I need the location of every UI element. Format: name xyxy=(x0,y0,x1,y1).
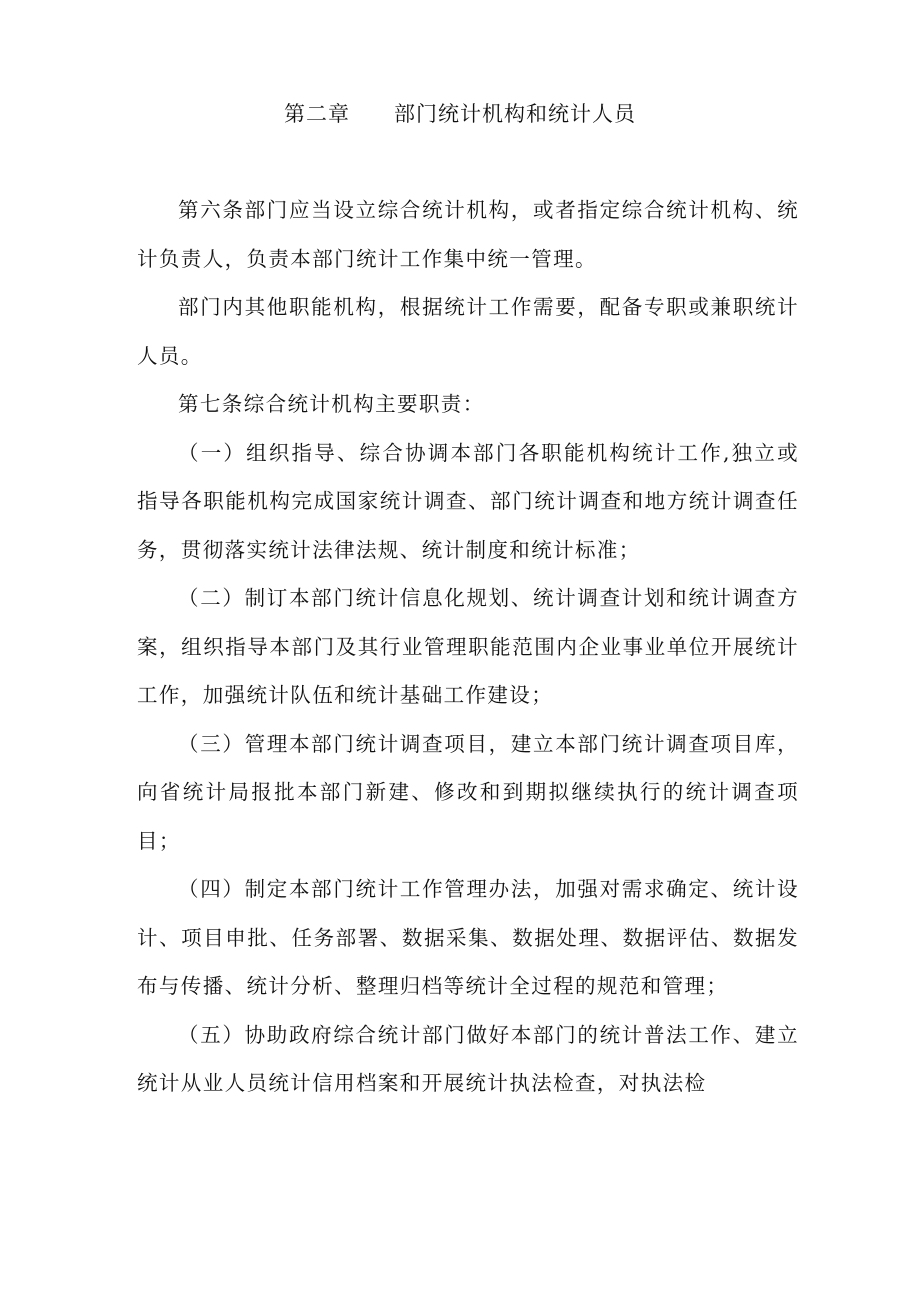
paragraph-article-6-staff: 部门内其他职能机构，根据统计工作需要，配备专职或兼职统计人员。 xyxy=(137,295,799,368)
paragraph-duty-5: （五）协助政府综合统计部门做好本部门的统计普法工作、建立统计从业人员统计信用档案和开展统计执法检查，对执法检 xyxy=(137,1022,799,1095)
paragraph-duty-2: （二）制订本部门统计信息化规划、统计调查计划和统计调查方案，组织指导本部门及其行业管理职能范围内企业事业单位开展统计工作，加强统计队伍和统计基础工作建设； xyxy=(137,586,799,707)
chapter-title: 第二章 部门统计机构和统计人员 xyxy=(284,102,636,126)
paragraph-article-7: 第七条综合统计机构主要职责： xyxy=(178,392,485,416)
paragraph-duty-4: （四）制定本部门统计工作管理办法，加强对需求确定、统计设计、项目申批、任务部署、数据采集、数据处理、数据评估、数据发布与传播、统计分析、整理归档等统计全过程的规范和管理； xyxy=(137,877,799,998)
paragraph-duty-1: （一）组织指导、综合协调本部门各职能机构统计工作,独立或指导各职能机构完成国家统计调查、部门统计调查和地方统计调查任务，贯彻落实统计法律法规、统计制度和统计标准； xyxy=(137,440,799,562)
document-body xyxy=(137,186,799,1108)
paragraph-article-6: 第六条部门应当设立综合统计机构，或者指定综合统计机构、统计负责人，负责本部门统计工作集中统一管理。 xyxy=(137,198,799,271)
paragraph-duty-3: （三）管理本部门统计调查项目，建立本部门统计调查项目库，向省统计局报批本部门新建、修改和到期拟继续执行的统计调查项目； xyxy=(137,731,799,853)
